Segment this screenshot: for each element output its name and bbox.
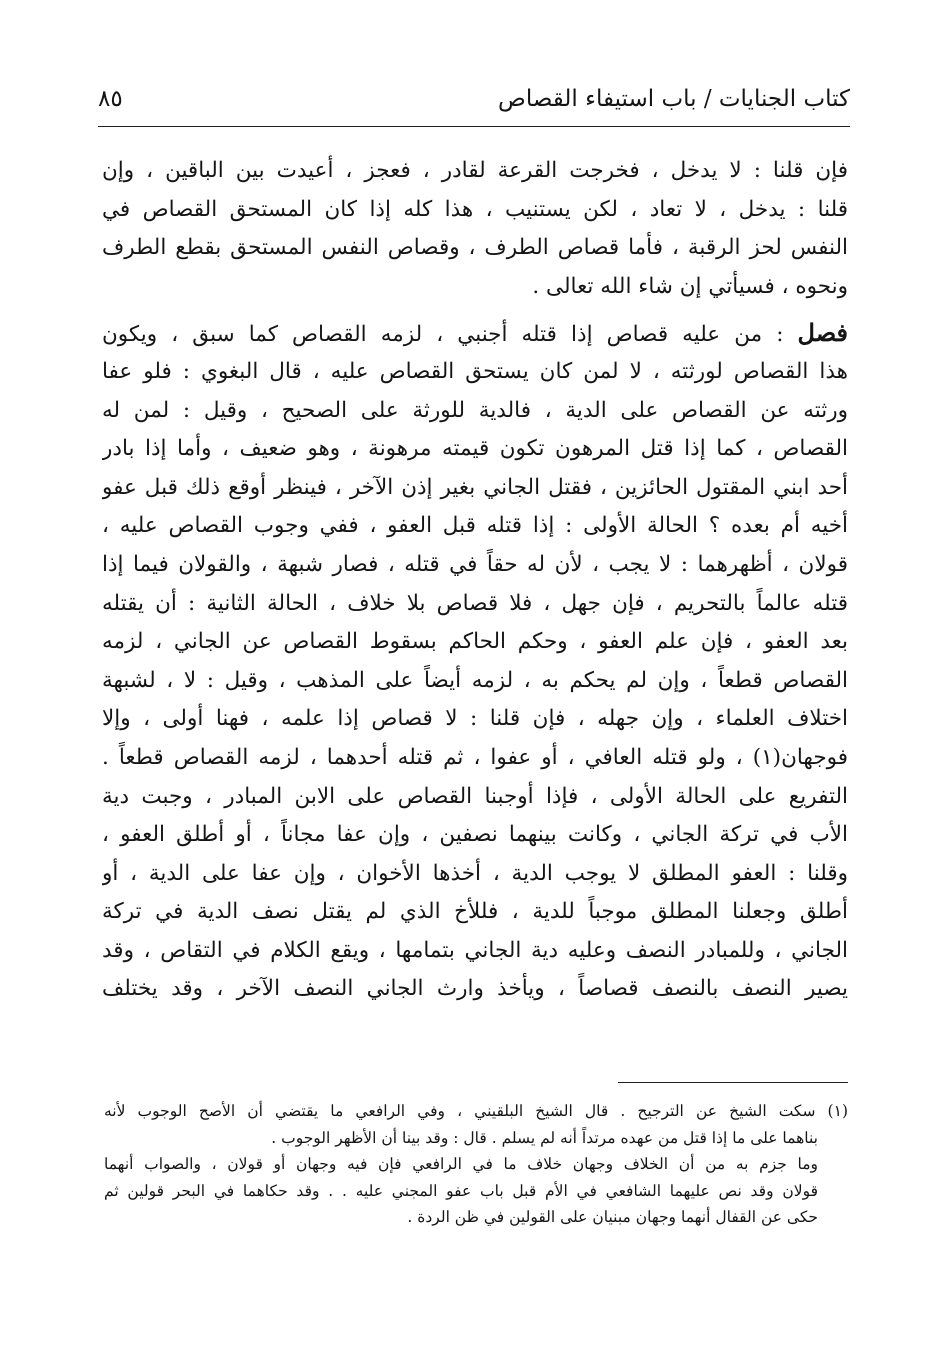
- text-line: [102, 739, 848, 778]
- footnote-rule: [618, 1082, 848, 1083]
- footnote-marker: (١): [752, 744, 782, 770]
- text-line: يصير النصف بالنصف قصاصاً ، ويأخذ وارث الجاني النصف الآخر ، وقد يختلف: [102, 976, 848, 1002]
- text-line: قولان ، أظهرهما : لا يجب ، لأن له حقاً في قتله ، فصار شبهة ، والقولان فيما إذا: [102, 551, 848, 577]
- footnotes: [104, 1098, 848, 1231]
- footnote-line: (١) سكت الشيخ عن الترجيح . قال الشيخ البلقيني ، وفي الرافعي ما يقتضي أن الأصح الوجوب لأنه: [104, 1102, 848, 1120]
- chapter-title: كتاب الجنايات / باب استيفاء القصاص: [498, 86, 850, 112]
- text-line: أطلق وجعلنا المطلق موجباً للدية ، فللأخ الذي لم يقتل نصف الدية في تركة: [102, 899, 848, 925]
- text-line: التفريع على الحالة الأولى ، فإذا أوجبنا القصاص على الابن المبادر ، وجبت دية: [102, 783, 848, 809]
- running-header: [98, 82, 850, 126]
- text-line: بعد العفو ، فإن علم العفو ، وحكم الحاكم بسقوط القصاص عن الجاني ، لزمه: [102, 629, 848, 655]
- text-line: الأب في تركة الجاني ، وكانت بينهما نصفين ، وإن عفا مجاناً ، أو أطلق العفو ،: [102, 822, 848, 848]
- footnote-line: حكى عن القفال أنهما وجهان مبنيان على القولين في ظن الردة .: [407, 1208, 818, 1227]
- text-line: فإن قلنا : لا يدخل ، فخرجت القرعة لقادر ، فعجز ، أعيدت بين الباقين ، وإن: [102, 158, 848, 183]
- text-line: النفس لحز الرقبة ، فأما قصاص الطرف ، وقصاص النفس المستحق بقطع الطرف: [102, 235, 848, 261]
- text-line: الجاني ، وللمبادر النصف وعليه دية الجاني بتمامها ، ويقع الكلام في التقاص ، وقد: [102, 937, 848, 963]
- footnote-line: بناهما على ما إذا قتل من عهده مرتداً أنه لم يسلم . قال : وقد بينا أن الأظهر الوجوب .: [271, 1128, 818, 1147]
- text-run: : من عليه قصاص إذا قتله أجنبي ، لزمه القصاص كما سبق ، ويكون: [102, 322, 798, 348]
- page-number: ٨٥: [98, 86, 123, 112]
- paragraph-gap: [102, 306, 848, 314]
- header-rule: [98, 126, 850, 127]
- footnote-line: وما جزم به من أن الخلاف وجهان خلاف ما في الرافعي فإن فيه وجهان أو قولان ، والصواب أنهما: [104, 1155, 818, 1174]
- text-run: ، ولو قتله العافي ، أو عفوا ، ثم قتله أحدهما ، لزمه القصاص قطعاً .: [102, 744, 753, 770]
- text-line: القصاص ، كما إذا قتل المرهون تكون قيمته مرهونة ، وهو ضعيف ، وأما إذا بادر: [102, 436, 848, 462]
- text-line: [102, 314, 848, 353]
- text-line: قلنا : يدخل ، لا تعاد ، لكن يستنيب ، هذا كله إذا كان المستحق القصاص في: [102, 196, 848, 222]
- section-heading-fasl: فصل: [797, 318, 848, 348]
- text-line: أخيه أم بعده ؟ الحالة الأولى : إذا قتله قبل العفو ، ففي وجوب القصاص عليه ،: [102, 513, 848, 539]
- text-line: اختلاف العلماء ، وإن جهله ، فإن قلنا : لا قصاص إذا علمه ، فهنا أولى ، وإلا: [102, 706, 848, 732]
- main-text: [102, 152, 848, 1009]
- text-line: قتله عالماً بالتحريم ، فإن جهل ، فلا قصاص بلا خلاف ، الحالة الثانية : أن يقتله: [102, 590, 848, 616]
- text-line: ونحوه ، فسيأتي إن شاء الله تعالى .: [532, 273, 848, 299]
- footnote-line: قولان وقد نص عليهما الشافعي في الأم قبل باب عفو المجني عليه . . وقد حكاهما في البحر قولين ثم: [104, 1181, 818, 1200]
- text-run: فوجهان: [781, 744, 848, 770]
- text-line: ورثته عن القصاص على الدية ، فالدية للورثة على الصحيح ، وقيل : لمن له: [102, 397, 848, 423]
- text-line: وقلنا : العفو المطلق لا يوجب الدية ، أخذها الأخوان ، وإن عفا على الدية ، أو: [102, 860, 848, 886]
- text-line: أحد ابني المقتول الحائزين ، فقتل الجاني بغير إذن الآخر ، فينظر أوقع ذلك قبل عفو: [102, 474, 848, 500]
- text-line: القصاص قطعاً ، وإن لم يحكم به ، لزمه أيضاً على المذهب ، وقيل : لا ، لشبهة: [102, 667, 848, 693]
- text-line: هذا القصاص لورثته ، لا لمن كان يستحق القصاص عليه ، قال البغوي : فلو عفا: [102, 358, 848, 384]
